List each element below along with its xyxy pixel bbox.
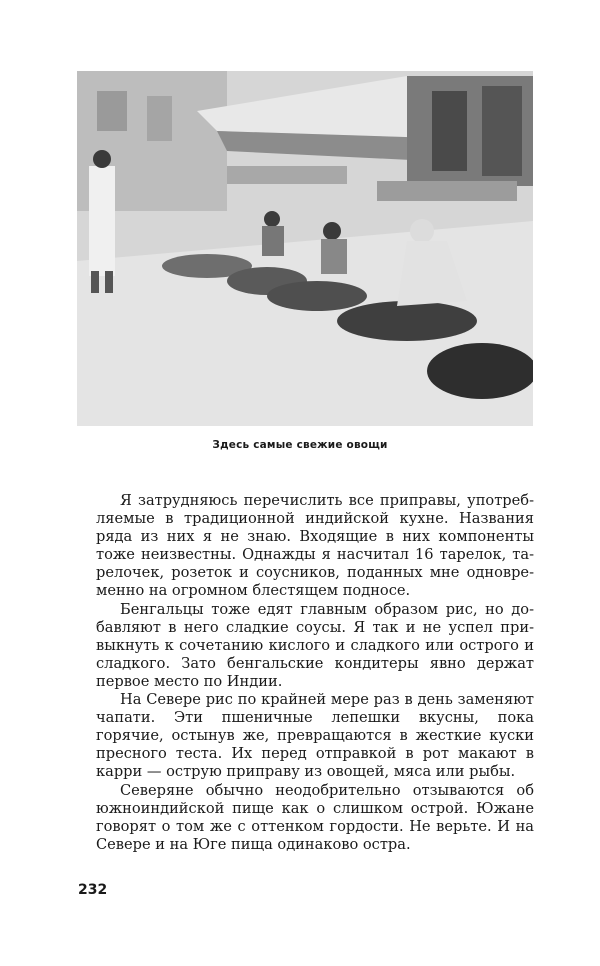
market-photo [77,71,533,426]
paragraph: Бенгальцы тоже едят главным образом рис, но добавляют в него сладкие соусы. Я так и не успел привыкнуть к сочетанию кислого и сладкого или острого и сладкого. Зато бенгальские кондитеры явно держат первое место по Индии. [96,600,534,690]
body-text [96,492,534,854]
page-number: 232 [78,882,108,898]
paragraph: Северяне обычно неодобрительно отзываются об южноиндийской пище как о слишком острой. Южане говорят о том же с оттенком гордости. Не верьте. И на Севере и на Юге пища одинаково остра. [96,781,534,853]
photo-caption: Здесь самые свежие овощи [212,439,388,451]
paragraph: Я затрудняюсь перечислить все приправы, употребляемые в традиционной индийской кухне. Названия ряда из них я не знаю. Входящие в них компоненты тоже неизвестны. Однажды я насчитал 16 тарелок, тарелочек, розеток и соусников, поданных мне одновременно на огромном блестящем подносе. [96,492,534,600]
paragraph: На Севере рис по крайней мере раз в день заменяют чапати. Эти пшеничные лепешки вкусны, пока горячие, остынув же, превращаются в жесткие куски пресного теста. Их перед отправкой в рот макают в карри — острую приправу из овощей, мяса или рыбы. [96,691,534,781]
market-photo-illustration [77,71,533,426]
